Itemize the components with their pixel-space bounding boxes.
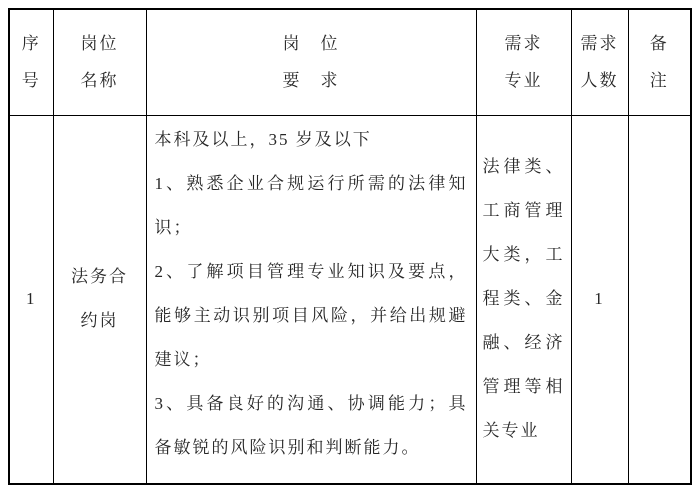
- requirement-paragraph-2: 2、了解项目管理专业知识及要点，能够主动识别项目风险，并给出规避建议；: [154, 261, 468, 369]
- col-header-remark-line2: 注: [649, 71, 669, 91]
- col-header-remark: [628, 9, 691, 115]
- col-header-seq-line2: 号: [21, 71, 41, 91]
- cell-headcount: 1: [571, 115, 628, 484]
- col-header-required-major-line2: 专业: [504, 71, 543, 91]
- col-header-position-name-line2: 名称: [80, 71, 119, 91]
- col-header-position-name: [53, 9, 146, 115]
- col-header-seq-line1: 序: [21, 34, 41, 54]
- table-row: [9, 115, 691, 484]
- header-row: [9, 9, 691, 115]
- col-header-seq: [9, 9, 53, 115]
- cell-position-name: 法务合约岗: [53, 115, 146, 484]
- cell-required-major: 法律类、工商管理大类，工程类、金融、经济管理等相关专业: [476, 115, 571, 484]
- requirement-paragraph-1: 1、熟悉企业合规运行所需的法律知识；: [154, 173, 468, 237]
- col-header-requirements: [146, 9, 476, 115]
- job-postings-table: [8, 8, 692, 485]
- col-header-headcount-line2: 人数: [580, 71, 619, 91]
- col-header-requirements-line1: 岗 位: [282, 34, 340, 54]
- col-header-requirements-line2: 要 求: [282, 71, 340, 91]
- requirement-paragraph-education: 本科及以上，35 岁及以下: [154, 129, 372, 149]
- col-header-required-major-line1: 需求: [504, 34, 543, 54]
- cell-seq: 1: [9, 115, 53, 484]
- col-header-required-major: [476, 9, 571, 115]
- col-header-headcount-line1: 需求: [580, 34, 619, 54]
- col-header-remark-line1: 备: [649, 34, 669, 54]
- cell-remark: [628, 115, 691, 484]
- col-header-headcount: [571, 9, 628, 115]
- cell-requirements: [146, 115, 476, 484]
- requirement-paragraph-3: 3、具备良好的沟通、协调能力；具备敏锐的风险识别和判断能力。: [154, 393, 468, 457]
- col-header-position-name-line1: 岗位: [80, 34, 119, 54]
